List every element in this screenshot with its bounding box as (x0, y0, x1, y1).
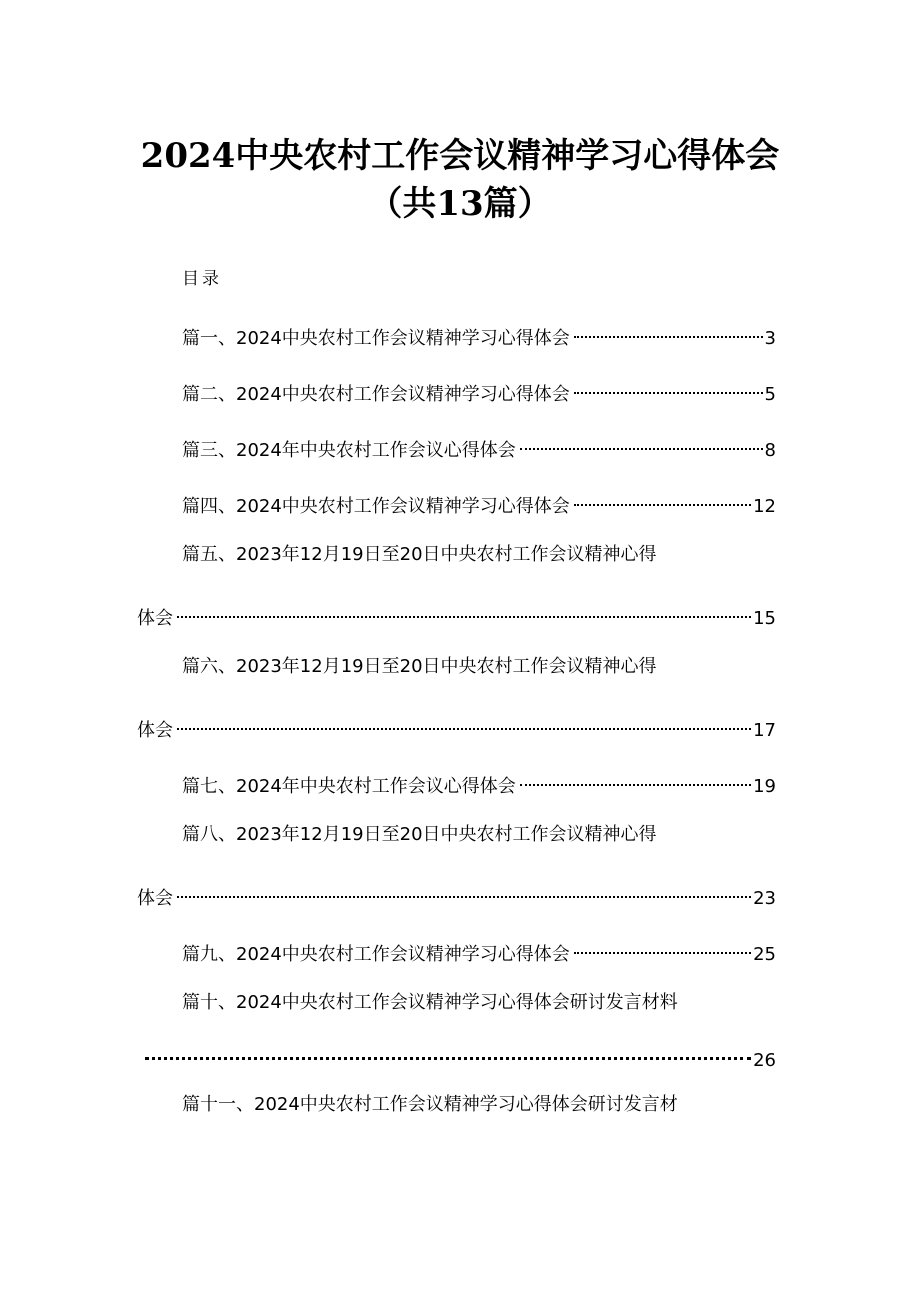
dot-leader (574, 374, 763, 400)
toc-entry-page: 12 (753, 496, 776, 517)
toc-entry-label: 篇十一、2024中央农村工作会议精神学习心得体会研讨发言材 (182, 1094, 678, 1115)
dot-leader (520, 766, 751, 792)
toc-entry-label: 篇五、2023年12月19日至20日中央农村工作会议精神心得 (182, 544, 657, 565)
toc-entry-10[interactable] (182, 990, 678, 1016)
toc-entry-label-continued: 体会 (137, 888, 173, 909)
toc-entry-page: 23 (753, 888, 776, 909)
toc-entry-page: 8 (764, 440, 776, 461)
dot-leader (574, 486, 751, 512)
dot-leader (177, 598, 751, 624)
toc-entry-5-continued[interactable] (137, 598, 776, 632)
toc-entry-label-continued: 体会 (137, 720, 173, 741)
toc-entry-6[interactable] (182, 654, 657, 680)
toc-entry-2[interactable] (182, 374, 776, 408)
dot-leader (177, 710, 751, 736)
toc-entry-page: 15 (753, 608, 776, 629)
toc-entry-label: 篇二、2024中央农村工作会议精神学习心得体会 (182, 384, 570, 405)
dot-leader (574, 318, 763, 344)
toc-entry-page: 3 (764, 328, 776, 349)
toc-entry-label-continued: 体会 (137, 608, 173, 629)
toc-entry-11[interactable] (182, 1092, 678, 1118)
toc-entry-page: 25 (753, 944, 776, 965)
document-title-count: （共13篇） (368, 184, 552, 224)
toc-entry-3[interactable] (182, 430, 776, 464)
toc-entry-10-continued[interactable] (145, 1040, 776, 1074)
dot-leader (145, 1040, 751, 1066)
toc-entry-page: 5 (764, 384, 776, 405)
toc-entry-label: 篇八、2023年12月19日至20日中央农村工作会议精神心得 (182, 824, 657, 845)
toc-entry-8[interactable] (182, 822, 657, 848)
toc-heading: 目录 (182, 269, 222, 289)
toc-entry-5[interactable] (182, 542, 657, 568)
dot-leader (177, 878, 751, 904)
toc-entry-4[interactable] (182, 486, 776, 520)
toc-entry-label: 篇九、2024中央农村工作会议精神学习心得体会 (182, 944, 570, 965)
toc-entry-label: 篇四、2024中央农村工作会议精神学习心得体会 (182, 496, 570, 517)
toc-entry-page: 17 (753, 720, 776, 741)
toc-entry-1[interactable] (182, 318, 776, 352)
toc-entry-6-continued[interactable] (137, 710, 776, 744)
toc-entry-label: 篇十、2024中央农村工作会议精神学习心得体会研讨发言材料 (182, 992, 678, 1013)
toc-entry-9[interactable] (182, 934, 776, 968)
dot-leader (520, 430, 763, 456)
document-title: 2024中央农村工作会议精神学习心得体会 (140, 136, 780, 176)
dot-leader (574, 934, 751, 960)
toc-entry-7[interactable] (182, 766, 776, 800)
toc-entry-page: 26 (753, 1050, 776, 1071)
toc-entry-label: 篇六、2023年12月19日至20日中央农村工作会议精神心得 (182, 656, 657, 677)
toc-entry-8-continued[interactable] (137, 878, 776, 912)
toc-entry-page: 19 (753, 776, 776, 797)
toc-entry-label: 篇一、2024中央农村工作会议精神学习心得体会 (182, 328, 570, 349)
toc-entry-label: 篇七、2024年中央农村工作会议心得体会 (182, 776, 516, 797)
toc-entry-label: 篇三、2024年中央农村工作会议心得体会 (182, 440, 516, 461)
